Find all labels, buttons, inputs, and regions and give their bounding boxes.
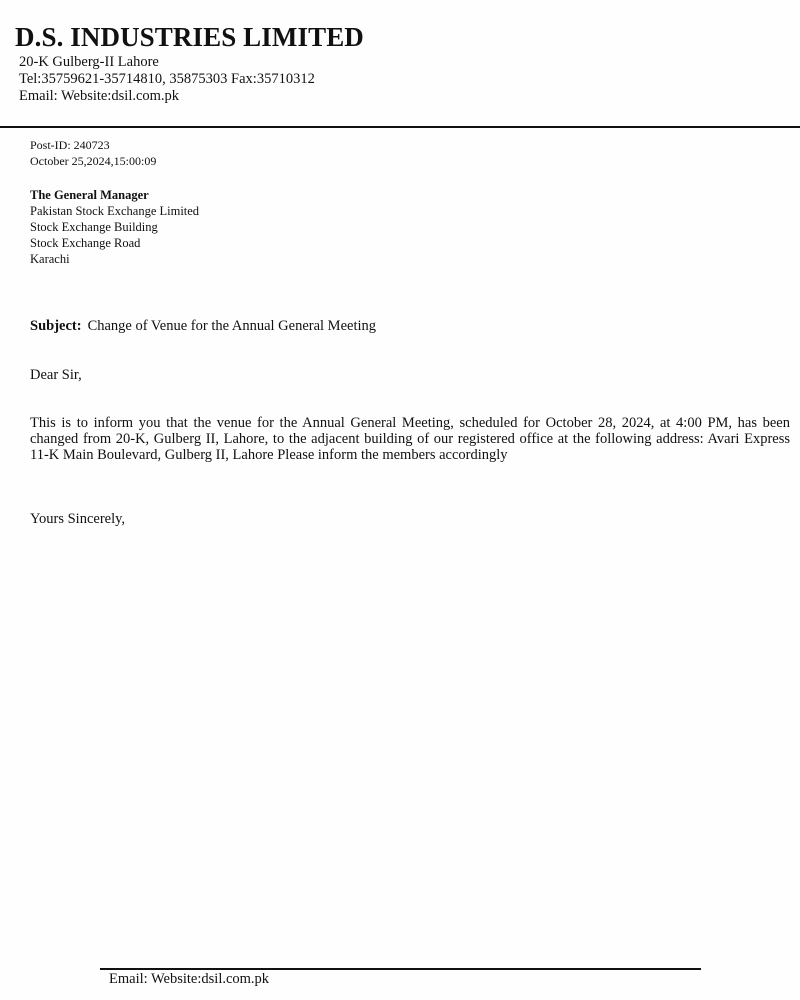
recipient-line: Karachi bbox=[30, 252, 70, 266]
company-email-website: Email: Website:dsil.com.pk bbox=[19, 88, 180, 104]
company-phone-fax: Tel:35759621-35714810, 35875303 Fax:35710312 bbox=[19, 71, 315, 87]
header-divider bbox=[0, 126, 800, 128]
footer-email-website: Email: Website:dsil.com.pk bbox=[109, 971, 270, 987]
post-datetime: October 25,2024,15:00:09 bbox=[30, 154, 157, 168]
recipient-line: Stock Exchange Building bbox=[30, 220, 158, 234]
recipient-title: The General Manager bbox=[30, 188, 149, 202]
company-address: 20-K Gulberg-II Lahore bbox=[19, 54, 159, 70]
subject-line bbox=[30, 318, 376, 335]
letter-body: This is to inform you that the venue for the Annual General Meeting, scheduled for October 28, 2024, at 4:00 PM, has been changed from 20-K, Gulberg II, Lahore, to the adjacent building of our registered office at the following address: Avari Express 11-K Main Boulevard, Gulberg II, Lahore Please inform the members accordingly bbox=[30, 415, 790, 463]
post-id: Post-ID: 240723 bbox=[30, 138, 110, 152]
company-name: D.S. INDUSTRIES LIMITED bbox=[15, 22, 364, 52]
recipient-line: Stock Exchange Road bbox=[30, 236, 141, 250]
recipient-line: Pakistan Stock Exchange Limited bbox=[30, 204, 200, 218]
salutation: Dear Sir, bbox=[30, 367, 82, 383]
closing: Yours Sincerely, bbox=[30, 511, 126, 527]
subject-text: Change of Venue for the Annual General Meeting bbox=[87, 318, 376, 334]
footer-divider bbox=[100, 968, 701, 970]
subject-label: Subject: bbox=[30, 318, 82, 334]
